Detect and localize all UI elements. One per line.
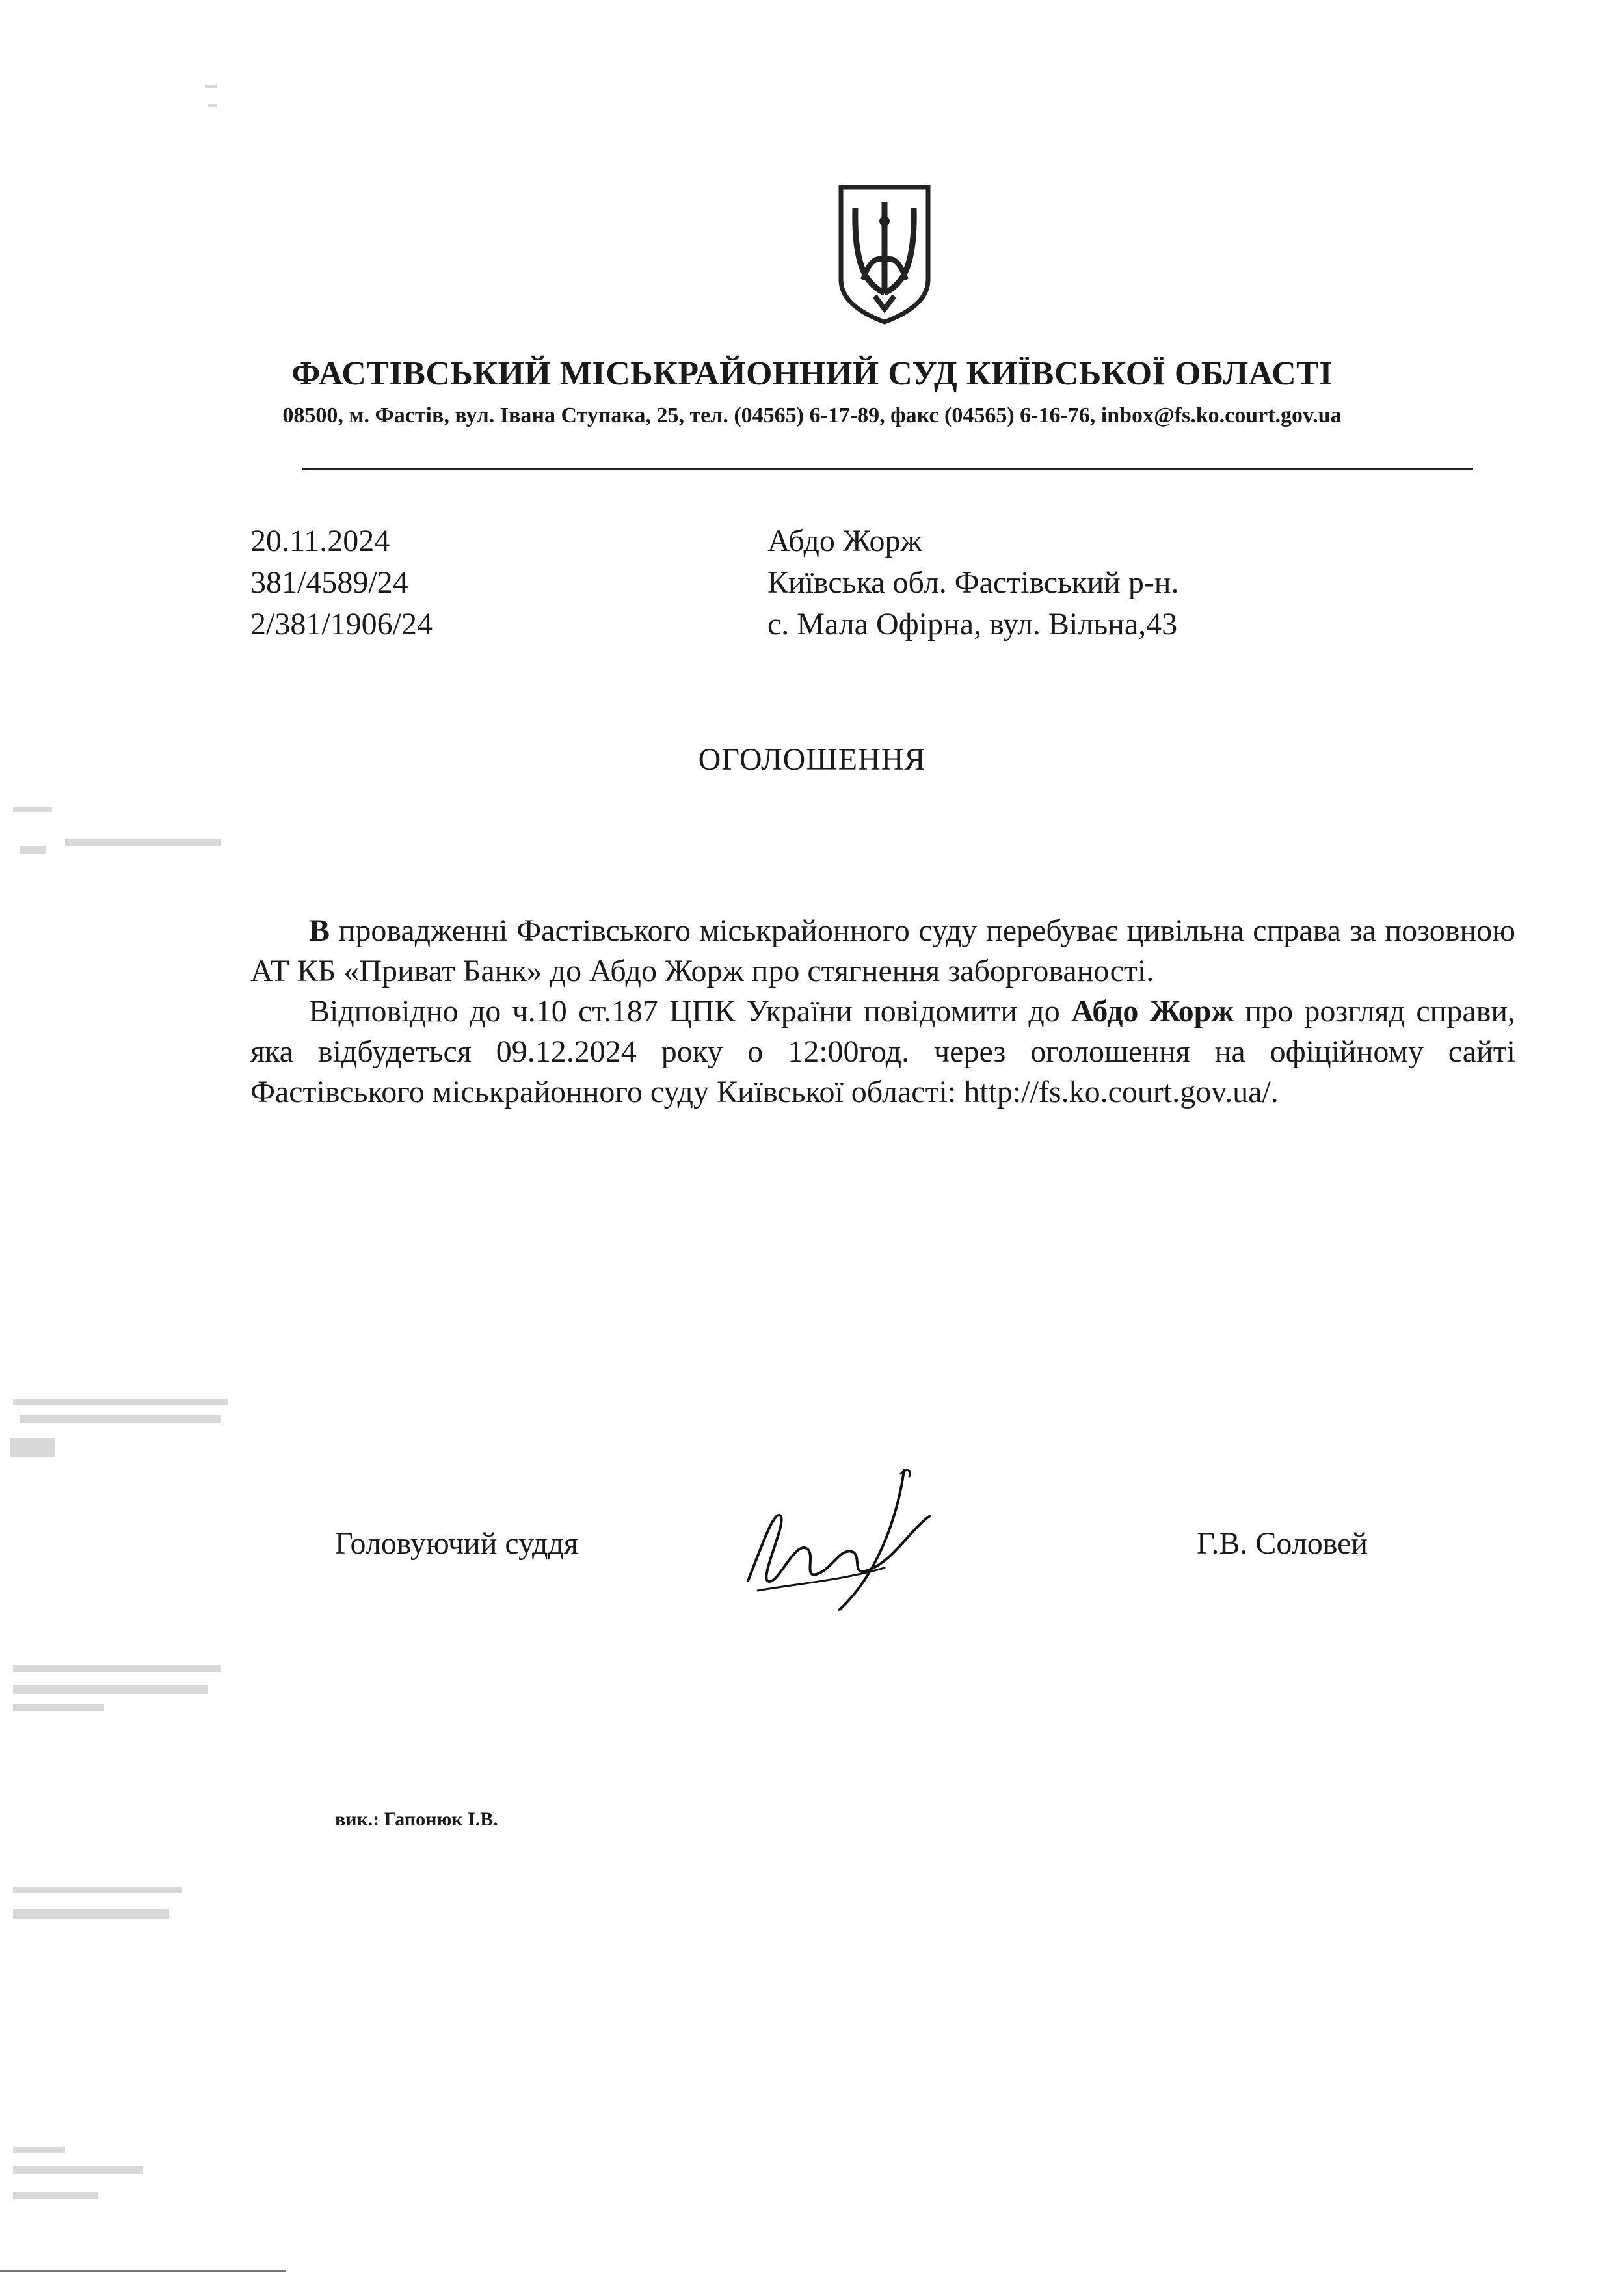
document-date: 20.11.2024 [250,524,390,558]
notice-paragraph-2 [250,991,1515,1112]
recipient-block [767,520,1178,645]
executor-note: вик.: Гапонюк І.В. [335,1809,498,1830]
bottom-edge-line [0,2270,286,2272]
paragraph-2-defendant: Абдо Жорж [1071,994,1234,1029]
paragraph-1-lead: В [309,913,330,948]
notice-paragraph-1 [250,911,1515,991]
document-meta [250,520,433,645]
scan-artifacts [0,0,273,2290]
paragraph-2-start: Відповідно до ч.10 ст.187 ЦПК України повідомити до [309,994,1072,1029]
notice-body [250,911,1515,1112]
handwritten-signature [735,1451,1008,1620]
paragraph-1-text: провадженні Фастівського міськрайонного суду перебуває цивільна справа за позовною АТ КБ «Приват Банк» до Абдо Жорж про стягнення заборгованості. [250,913,1515,988]
recipient-name: Абдо Жорж [767,524,922,558]
registration-number: 381/4589/24 [250,565,408,600]
signer-name: Г.В. Соловей [1197,1526,1368,1561]
paragraph-2-end: про розгляд справи, яка відбудеться 09.12.2024 року о 12:00год. через оголошення на офіційному сайті Фастівського міськрайонного суду Київської області: http://fs.ko.court.gov.ua/. [250,994,1516,1109]
recipient-region: Київська обл. Фастівський р-н. [767,565,1179,600]
recipient-address: с. Мала Офірна, вул. Вільна,43 [767,607,1178,641]
signature-label: Головуючий суддя [335,1526,578,1561]
court-address: 08500, м. Фастів, вул. Івана Ступака, 25, тел. (04565) 6-17-89, факс (04565) 6-16-76, inbox@fs.ko.court.gov.ua [282,403,1342,427]
document-title: ОГОЛОШЕННЯ [698,742,926,777]
trident-coat-of-arms-icon [836,182,933,325]
header-divider [302,468,1473,470]
court-name: ФАСТІВСЬКИЙ МІСЬКРАЙОННИЙ СУД КИЇВСЬКОЇ ОБЛАСТІ [291,355,1333,392]
case-number: 2/381/1906/24 [250,607,433,641]
